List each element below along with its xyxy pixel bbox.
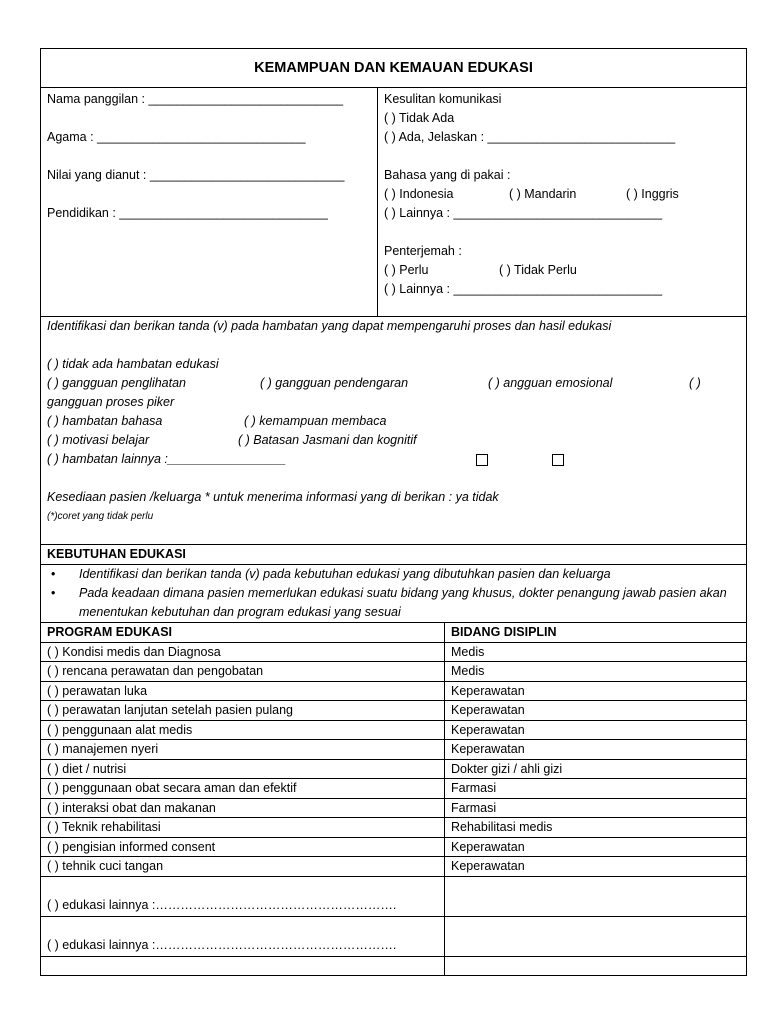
bidang-cell: Rehabilitasi medis <box>445 818 747 838</box>
barrier-row-1 <box>47 374 740 393</box>
kebutuhan-header: KEBUTUHAN EDUKASI <box>41 545 746 565</box>
barrier-lainnya[interactable]: ( ) hambatan lainnya :_________________ <box>47 452 287 466</box>
program-cell[interactable]: ( ) tehnik cuci tangan <box>41 857 445 877</box>
patient-info-section <box>41 88 746 317</box>
bidang-cell: Keperawatan <box>445 720 747 740</box>
bullet-item <box>47 584 740 622</box>
table-row[interactable] <box>41 798 746 818</box>
program-cell[interactable]: ( ) diet / nutrisi <box>41 759 445 779</box>
barrier-none[interactable]: ( ) tidak ada hambatan edukasi <box>47 357 219 371</box>
barrier-bahasa[interactable]: ( ) hambatan bahasa <box>47 414 163 428</box>
empty-program-cell[interactable] <box>41 956 445 975</box>
program-cell[interactable]: ( ) perawatan lanjutan setelah pasien pulang <box>41 701 445 721</box>
table-header-row <box>41 623 746 642</box>
table-row[interactable] <box>41 681 746 701</box>
table-row[interactable] <box>41 662 746 682</box>
program-cell[interactable]: ( ) penggunaan obat secara aman dan efektif <box>41 779 445 799</box>
education-form <box>40 48 747 976</box>
mandarin-option[interactable]: ( ) Mandarin <box>509 187 577 201</box>
table-row-other[interactable] <box>41 876 746 916</box>
barrier-membaca[interactable]: ( ) kemampuan membaca <box>244 414 387 428</box>
table-row[interactable] <box>41 720 746 740</box>
bidang-cell: Keperawatan <box>445 681 747 701</box>
bullet-text-1: Identifikasi dan berikan tanda (v) pada kebutuhan edukasi yang dibutuhkan pasien dan keluarga <box>79 567 611 581</box>
other-program-cell[interactable]: ( ) edukasi lainnya :…………………………………………………. <box>41 916 445 956</box>
indonesia-option[interactable]: ( ) Indonesia <box>384 187 454 201</box>
perlu-option[interactable]: ( ) Perlu <box>384 263 429 277</box>
nilai-field[interactable]: Nilai yang dianut : ____________________________ <box>47 168 345 182</box>
barrier-pendengaran[interactable]: ( ) gangguan pendengaran <box>260 376 409 390</box>
nama-field[interactable]: Nama panggilan : ____________________________ <box>47 92 344 106</box>
agama-field[interactable]: Agama : ______________________________ <box>47 130 306 144</box>
barrier-emosional[interactable]: ( ) angguan emosional <box>488 376 613 390</box>
inggris-option[interactable]: ( ) Inggris <box>626 187 679 201</box>
penterjemah-options <box>384 261 740 280</box>
table-row[interactable] <box>41 740 746 760</box>
table-row[interactable] <box>41 759 746 779</box>
bullet-dot-icon: • <box>51 586 56 600</box>
kesediaan-line: Kesediaan pasien /keluarga * untuk menerima informasi yang di berikan : ya tidak <box>47 490 499 504</box>
barrier-row-3 <box>47 431 740 450</box>
program-cell[interactable]: ( ) perawatan luka <box>41 681 445 701</box>
col-bidang-header: BIDANG DISIPLIN <box>445 623 747 642</box>
tidak-perlu-option[interactable]: ( ) Tidak Perlu <box>499 263 577 277</box>
bullet-text-2: Pada keadaan dimana pasien memerlukan edukasi suatu bidang yang khusus, dokter penangung jawab pasien akan menentukan kebutuhan dan program edukasi yang sesuai <box>79 586 727 619</box>
table-row[interactable] <box>41 837 746 857</box>
bahasa-label: Bahasa yang di pakai : <box>384 168 511 182</box>
bidang-cell: Dokter gizi / ahli gizi <box>445 759 747 779</box>
tidak-checkbox[interactable] <box>552 454 564 466</box>
program-cell[interactable]: ( ) manajemen nyeri <box>41 740 445 760</box>
other-bidang-cell[interactable] <box>445 876 747 916</box>
communication-info <box>378 88 746 316</box>
bidang-cell: Farmasi <box>445 779 747 799</box>
program-cell[interactable]: ( ) Teknik rehabilitasi <box>41 818 445 838</box>
form-title: KEMAMPUAN DAN KEMAUAN EDUKASI <box>41 49 746 88</box>
other-program-cell[interactable]: ( ) edukasi lainnya :…………………………………………………. <box>41 876 445 916</box>
program-cell[interactable]: ( ) interaksi obat dan makanan <box>41 798 445 818</box>
table-row[interactable] <box>41 779 746 799</box>
patient-identity <box>41 88 378 316</box>
program-cell[interactable]: ( ) pengisian informed consent <box>41 837 445 857</box>
table-row-other[interactable] <box>41 916 746 956</box>
col-program-header: PROGRAM EDUKASI <box>41 623 445 642</box>
bullet-item <box>47 565 740 584</box>
tidak-ada-option[interactable]: ( ) Tidak Ada <box>384 111 455 125</box>
program-table <box>41 623 746 975</box>
pendidikan-field[interactable]: Pendidikan : ______________________________ <box>47 206 328 220</box>
komunikasi-label: Kesulitan komunikasi <box>384 92 502 106</box>
penterjemah-lainnya-field[interactable]: ( ) Lainnya : ______________________________ <box>384 282 663 296</box>
ya-checkbox[interactable] <box>476 454 488 466</box>
bahasa-lainnya-field[interactable]: ( ) Lainnya : ______________________________ <box>384 206 663 220</box>
barrier-instruction: Identifikasi dan berikan tanda (v) pada hambatan yang dapat mempengaruhi proses dan hasil edukasi <box>47 319 612 333</box>
barrier-piker: gangguan proses piker <box>47 395 175 409</box>
barrier-row-4 <box>47 450 740 469</box>
table-row[interactable] <box>41 642 746 662</box>
barriers-section <box>41 317 746 545</box>
barrier-jasmani[interactable]: ( ) Batasan Jasmani dan kognitif <box>238 433 417 447</box>
bidang-cell: Keperawatan <box>445 701 747 721</box>
bullet-dot-icon: • <box>51 567 56 581</box>
kebutuhan-bullets <box>41 565 746 623</box>
program-cell[interactable]: ( ) Kondisi medis dan Diagnosa <box>41 642 445 662</box>
barrier-motivasi[interactable]: ( ) motivasi belajar <box>47 433 150 447</box>
bidang-cell: Keperawatan <box>445 837 747 857</box>
table-row[interactable] <box>41 857 746 877</box>
coret-note: (*)coret yang tidak perlu <box>47 511 154 522</box>
other-bidang-cell[interactable] <box>445 916 747 956</box>
bidang-cell: Medis <box>445 642 747 662</box>
bidang-cell: Medis <box>445 662 747 682</box>
bidang-cell: Keperawatan <box>445 740 747 760</box>
bahasa-options <box>384 185 740 204</box>
empty-bidang-cell[interactable] <box>445 956 747 975</box>
penterjemah-label: Penterjemah : <box>384 244 462 258</box>
table-row[interactable] <box>41 701 746 721</box>
barrier-piker-checkbox[interactable]: ( ) <box>689 376 701 390</box>
barrier-row-2 <box>47 412 740 431</box>
program-cell[interactable]: ( ) penggunaan alat medis <box>41 720 445 740</box>
barrier-penglihatan[interactable]: ( ) gangguan penglihatan <box>47 376 187 390</box>
table-row[interactable] <box>41 818 746 838</box>
table-row-empty[interactable] <box>41 956 746 975</box>
program-cell[interactable]: ( ) rencana perawatan dan pengobatan <box>41 662 445 682</box>
bidang-cell: Keperawatan <box>445 857 747 877</box>
ada-option[interactable]: ( ) Ada, Jelaskan : ___________________________ <box>384 130 676 144</box>
bidang-cell: Farmasi <box>445 798 747 818</box>
